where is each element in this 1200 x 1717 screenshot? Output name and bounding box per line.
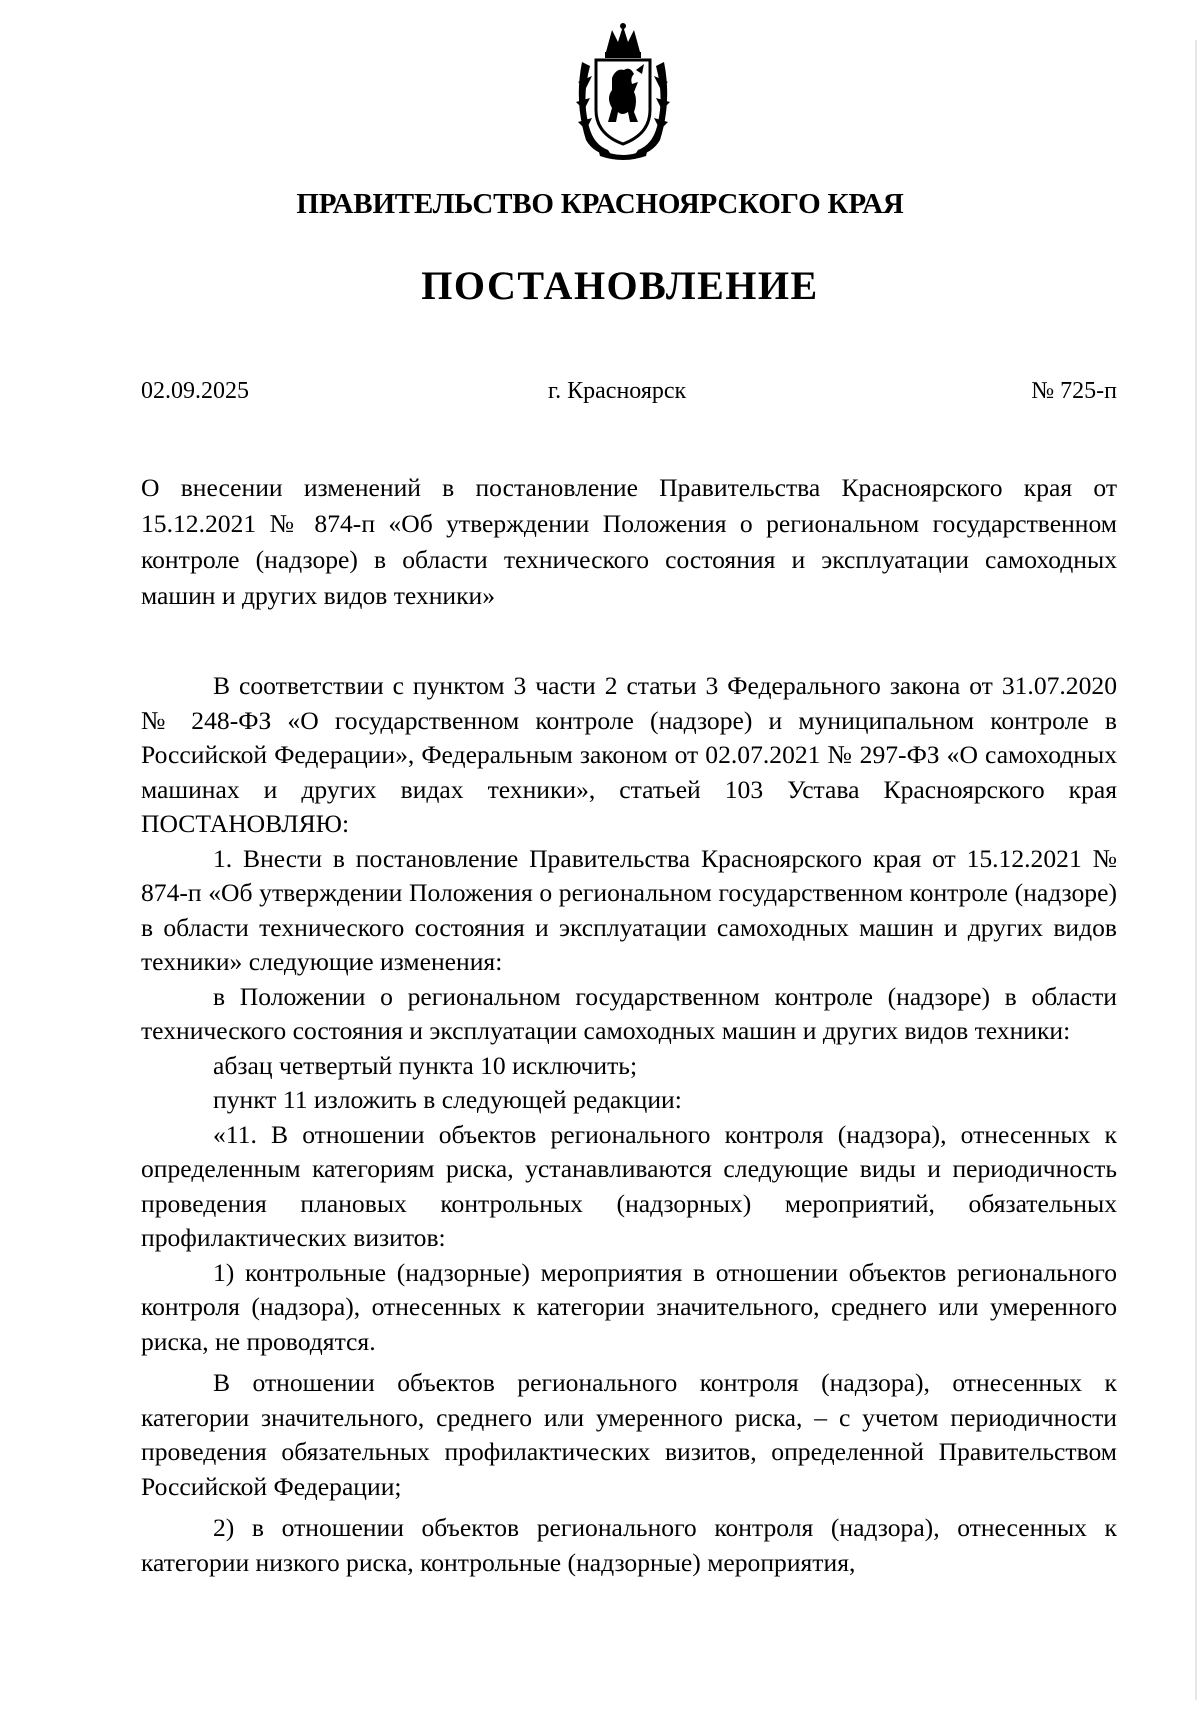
body-paragraph: 1. Внести в постановление Правительства Красноярского края от 15.12.2021 № 874-п «Об утверждении Положения о региональном государственном контроле (надзоре) в области технического состояния и эксплуатации самоходных машин и других видов техники» следующие изменения: [141,843,1117,976]
body-paragraph: пункт 11 изложить в следующей редакции: [213,1085,682,1114]
krasnoyarsk-coat-of-arms-icon [572,22,674,162]
body-paragraph: 2) в отношении объектов регионального контроля (надзора), отнесенных к категории низкого риска, контрольные (надзорные) мероприятия, [141,1513,1117,1577]
body-paragraph: «11. В отношении объектов регионального контроля (надзора), отнесенных к определенным категориям риска, устанавливаются следующие виды и периодичность проведения плановых контрольных (надзорных) мероприятий, обязательных профилактических визитов: [141,1119,1117,1252]
scan-edge-divider [1195,40,1197,1700]
document-date: 02.09.2025 [141,378,249,404]
organization-heading: ПРАВИТЕЛЬСТВО КРАСНОЯРСКОГО КРАЯ [296,188,904,220]
document-body [141,669,1117,1580]
document-title: О внесении изменений в постановление Правительства Красноярского края от 15.12.2021 № 874-п «Об утверждении Положения о региональном государственном контроле (надзоре) в области технического состояния и эксплуатации самоходных машин и других видов техники» [141,473,1117,610]
body-paragraph: В соответствии с пунктом 3 части 2 статьи 3 Федерального закона от 31.07.2020 № 248-ФЗ «О государственном контроле (надзоре) и муниципальном контроле в Российской Федерации», Федеральным законом от 02.07.2021 № 297-ФЗ «О самоходных машинах и других видах техники», статьей 103 Устава Красноярского края ПОСТАНОВЛЯЮ: [141,671,1117,838]
document-city: г. Красноярск [548,378,687,404]
document-type-heading: ПОСТАНОВЛЕНИЕ [421,263,819,308]
body-paragraph: В отношении объектов регионального контроля (надзора), отнесенных к категории значительного, среднего или умеренного риска, – с учетом периодичности проведения обязательных профилактических визитов, определенной Правительством Российской Федерации; [141,1368,1117,1501]
body-paragraph: 1) контрольные (надзорные) мероприятия в отношении объектов регионального контроля (надзора), отнесенных к категории значительного, среднего или умеренного риска, не проводятся. [141,1257,1117,1356]
body-paragraph: абзац четвертый пункта 10 исключить; [213,1050,638,1080]
document-number: № 725-п [1031,378,1117,404]
body-paragraph: в Положении о региональном государственном контроле (надзоре) в области технического состояния и эксплуатации самоходных машин и других видов техники: [141,981,1117,1045]
